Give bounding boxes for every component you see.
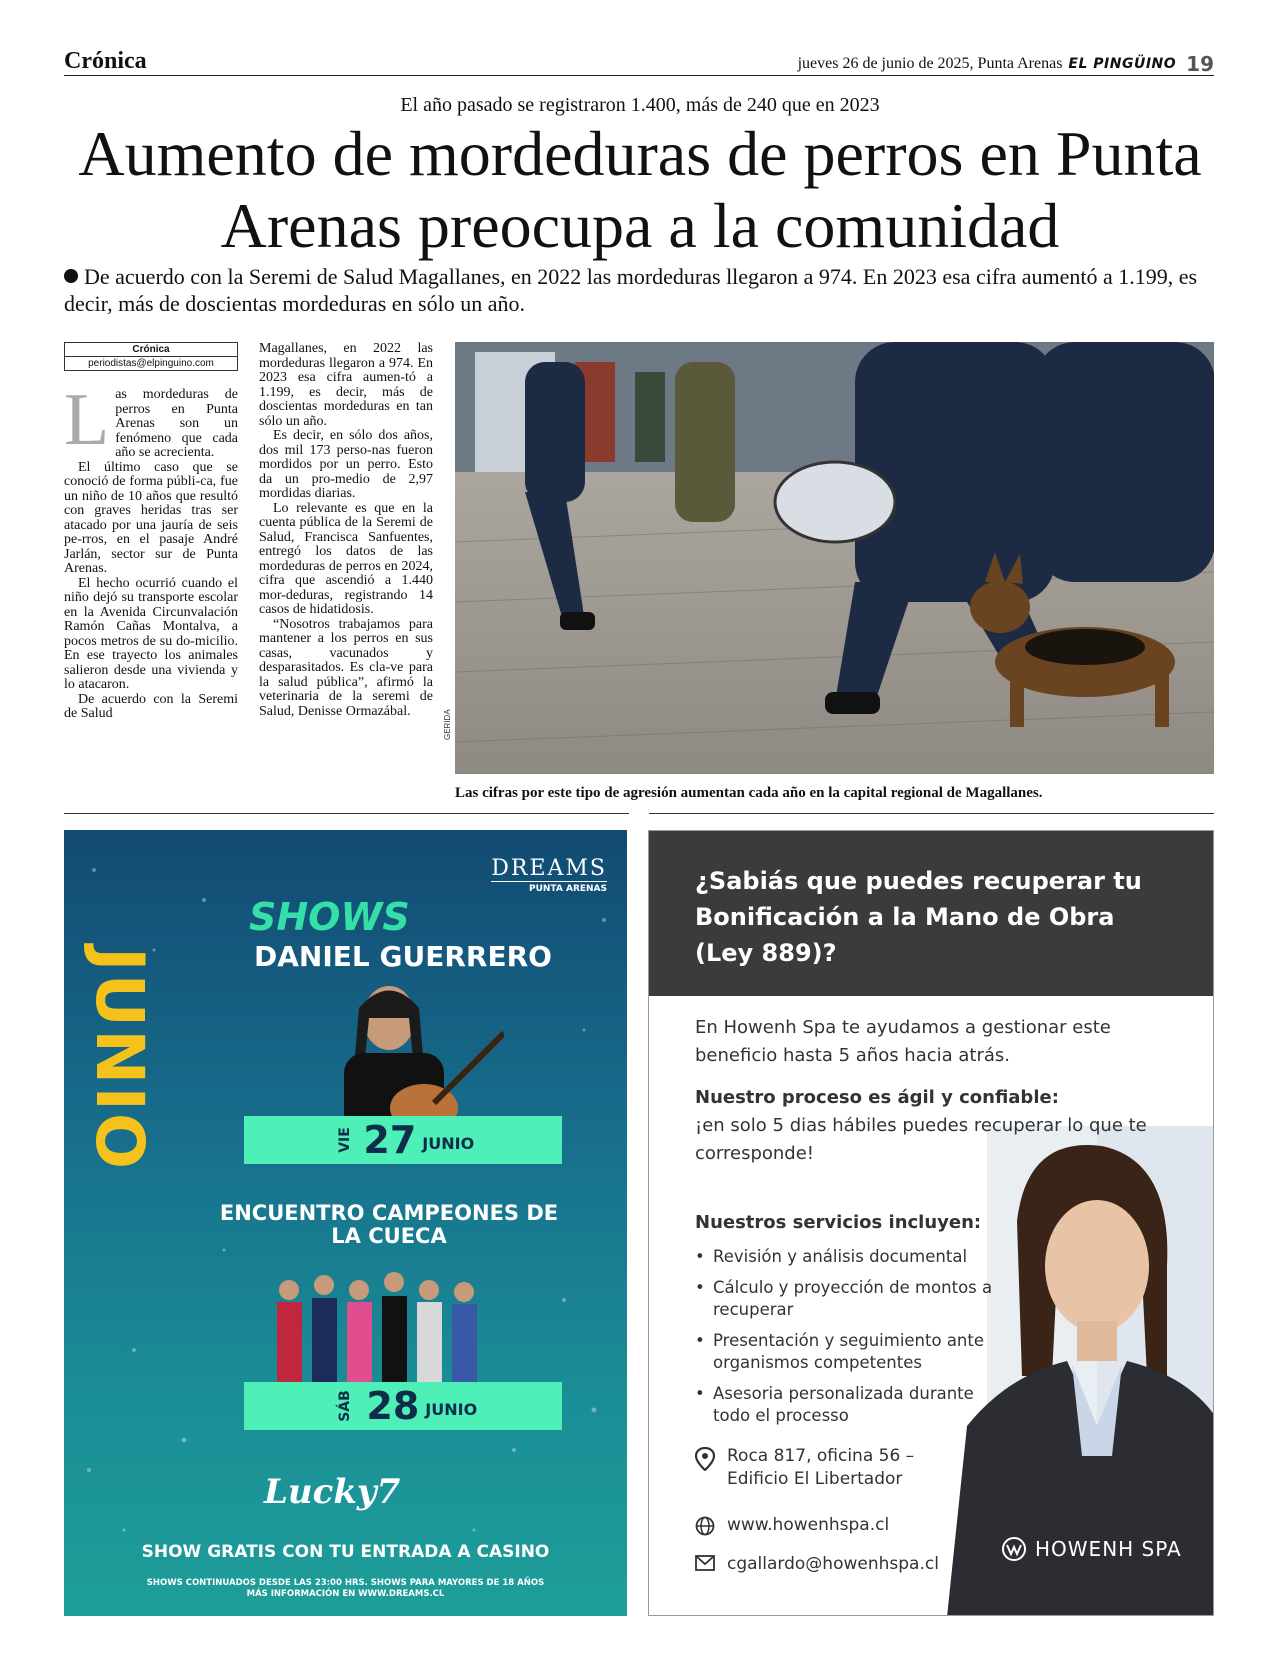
byline-email[interactable]: periodistas@elpinguino.com: [88, 358, 214, 369]
howenh-advertisement[interactable]: [648, 830, 1214, 1616]
page-header: [64, 48, 1214, 76]
article-column-2: [259, 342, 433, 719]
shows-label: SHOWS: [249, 895, 410, 939]
services-list: [695, 1246, 995, 1436]
ad-process: [695, 1084, 1155, 1168]
ad-title: ¿Sabiás que puedes recuperar tu Bonificación a la Mano de Obra (Ley 889)?: [695, 867, 1142, 967]
process-heading: Nuestro proceso es ágil y confiable:: [695, 1087, 1059, 1108]
month-label: JUNIO: [81, 947, 158, 1172]
paragraph: Es decir, en sólo dos años, dos mil 173 perso-nas fueron mordidos por un perro. Esto da un pro-medio de 2,97 mordidas diarias.: [259, 428, 433, 501]
paragraph: El último caso que se conoció de forma públi-ca, fue un niño de 10 años que resultó con graves heridas tras ser atacado por una jauría de seis pe-rros, en el pasaje André Jarlán, sector sur de Punta Arenas.: [64, 459, 238, 576]
list-item: • Cálculo y proyección de montos a recuperar: [695, 1277, 995, 1321]
guitarist-image: [304, 978, 504, 1138]
email-link[interactable]: cgallardo@howenhspa.cl: [727, 1554, 939, 1574]
byline: [64, 342, 238, 371]
page-number: 19: [1186, 52, 1214, 76]
paragraph: as mordeduras de perros en Punta Arenas son un fenómeno que cada año se acrecienta.: [115, 387, 238, 460]
free-show-text: SHOW GRATIS CON TU ENTRADA A CASINO: [141, 1542, 550, 1562]
ad-title-banner: [649, 831, 1214, 996]
drop-cap: L: [64, 379, 110, 461]
email-row[interactable]: [695, 1553, 939, 1576]
photo-credit: GERIDA: [443, 709, 452, 740]
list-item: • Asesoria personalizada durante todo el processo: [695, 1383, 995, 1427]
header-meta: [798, 52, 1214, 76]
date-month: JUNIO: [425, 1399, 478, 1419]
envelope-icon: [695, 1555, 715, 1571]
event-cueca-title: ENCUENTRO CAMPEONES DE LA CUECA: [219, 1201, 559, 1248]
section-divider: [64, 813, 1214, 814]
list-item: • Presentación y seguimiento ante organismos competentes: [695, 1330, 995, 1374]
dreams-logo: DREAMS PUNTA ARENAS: [491, 856, 607, 894]
fine-print: SHOWS CONTINUADOS DESDE LAS 23:00 HRS. SHOWS PARA MAYORES DE 18 AÑOS MÁS INFORMACIÓN EN WWW.DREAMS.CL: [146, 1578, 545, 1599]
paragraph: El hecho ocurrió cuando el niño dejó su transporte escolar en la Avenida Circunvalación Ramón Cañas Montalva, a pocos metros de su do-micilio. En ese trayecto los animales salieron desde una vivienda y lo atacaron.: [64, 575, 238, 692]
article-photo: [455, 342, 1214, 774]
services-heading: Nuestros servicios incluyen:: [695, 1212, 982, 1233]
date-month: JUNIO: [422, 1133, 475, 1153]
ad-intro: En Howenh Spa te ayudamos a gestionar este beneficio hasta 5 años hacia atrás.: [695, 1017, 1111, 1066]
article-column-1: [64, 379, 238, 722]
bullet-icon: [64, 269, 78, 283]
dreams-advertisement[interactable]: [64, 830, 627, 1616]
location-pin-icon: [695, 1447, 715, 1471]
date-place: jueves 26 de junio de 2025, Punta Arenas: [797, 55, 1063, 72]
article-headline: Aumento de mordeduras de perros en Punta Arenas preocupa a la comunidad: [78, 118, 1202, 261]
howenh-emblem-icon: [1001, 1536, 1027, 1562]
photo-caption: Las cifras por este tipo de agresión aumentan cada año en la capital regional de Magallanes.: [455, 785, 1043, 801]
howenh-logo: HOWENH SPA: [1001, 1536, 1182, 1562]
byline-section: Crónica: [65, 343, 237, 357]
section-name: Crónica: [64, 48, 147, 74]
website-link[interactable]: www.howenhspa.cl: [727, 1515, 890, 1535]
address-text: Roca 817, oficina 56 – Edificio El Libertador: [727, 1446, 915, 1489]
brand-logo: EL PINGÜINO: [1068, 56, 1177, 72]
date-dow: SÁB: [336, 1390, 353, 1422]
paragraph: De acuerdo con la Seremi de Salud: [64, 691, 238, 721]
article-kicker: El año pasado se registraron 1.400, más de 240 que en 2023: [400, 94, 880, 116]
paragraph: Magallanes, en 2022 las mordeduras llegaron a 974. En 2023 esa cifra aumen-tó a 1.199, es decir, más de doscientas mordeduras en tan sólo un año.: [259, 341, 433, 429]
date-bar-27: [244, 1116, 562, 1164]
lead-text: De acuerdo con la Seremi de Salud Magallanes, en 2022 las mordeduras llegaron a 974. En 2023 esa cifra aumentó a 1.199, es decir, más de doscientas mordeduras en sólo un año.: [64, 264, 1198, 316]
website-row[interactable]: [695, 1514, 889, 1537]
date-dow: VIE: [336, 1127, 353, 1153]
cueca-group-image: [269, 1260, 499, 1395]
article-lead: [64, 263, 1214, 317]
paragraph: “Nosotros trabajamos para mantener a los perros en sus casas, vacunados y desparasitados. Es cla-ve para la salud pública”, afirmó la veterinaria de la seremi de Salud, Denisse Ormazábal.: [259, 616, 433, 719]
address-row: [695, 1445, 935, 1491]
process-text: ¡en solo 5 dias hábiles puedes recuperar lo que te corresponde!: [695, 1115, 1147, 1164]
date-num: 27: [363, 1118, 417, 1162]
paragraph: Lo relevante es que en la cuenta pública de la Seremi de Salud, Francisca Sanfuentes, entregó los datos de las mordeduras de perros en 2024, cifra que ascendió a 1.440 mor-deduras, registrando 14 casos de hidatidosis.: [259, 500, 433, 617]
parade-dog-image: [455, 342, 1214, 774]
date-bar-28: [244, 1382, 562, 1430]
artist-name: DANIEL GUERRERO: [254, 940, 552, 973]
lucky7-logo: Lucky7: [264, 1472, 401, 1512]
globe-icon: [695, 1516, 715, 1536]
date-num: 28: [366, 1384, 420, 1428]
list-item: • Revisión y análisis documental: [695, 1246, 995, 1268]
